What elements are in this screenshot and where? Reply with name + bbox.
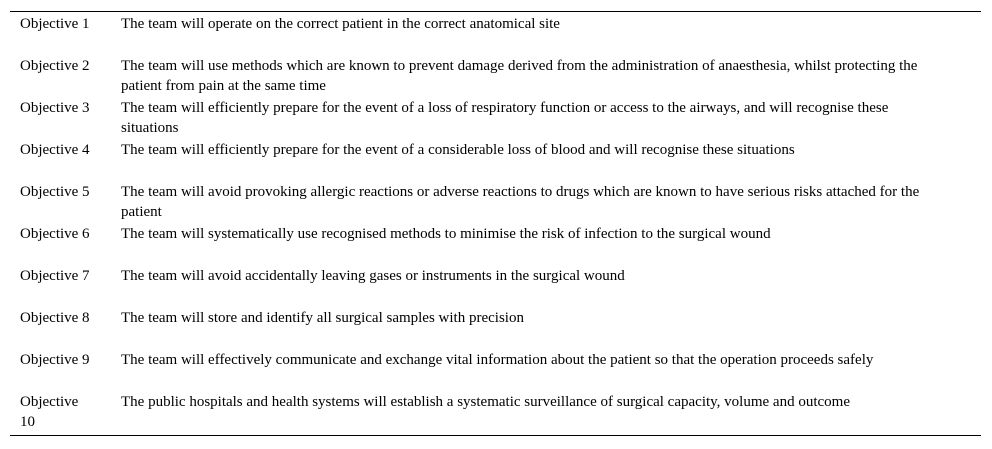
objective-text-cell: [121, 182, 981, 224]
objective-label-cell: [10, 98, 121, 140]
objective-text: The team will avoid accidentally leaving gases or instruments in the surgical wound: [121, 268, 625, 284]
objective-label: Objective 5: [20, 184, 90, 200]
objective-text-cell: [121, 224, 981, 266]
objective-label-cell: [10, 140, 121, 182]
objective-text-cell: [121, 12, 981, 56]
objective-label: Objective 9: [20, 352, 90, 368]
objective-text: The team will use methods which are known to prevent damage derived from the administration of anaesthesia, whilst protecting the patient from pain at the same time: [121, 58, 918, 94]
objective-label-cell: [10, 56, 121, 98]
objective-text-cell: [121, 350, 981, 392]
objective-text-cell: [121, 140, 981, 182]
table-row: [10, 350, 981, 392]
objective-text-cell: [121, 392, 981, 434]
objective-text-cell: [121, 308, 981, 350]
table-row: [10, 308, 981, 350]
objective-label-cell: [10, 392, 121, 434]
objective-text: The team will efficiently prepare for the event of a loss of respiratory function or access to the airways, and will recognise these situations: [121, 100, 889, 136]
objective-text-cell: [121, 266, 981, 308]
objective-text: The team will effectively communicate and exchange vital information about the patient so that the operation proceeds safely: [121, 352, 874, 368]
objective-text-cell: [121, 56, 981, 98]
objective-text: The team will store and identify all surgical samples with precision: [121, 310, 524, 326]
objectives-grid: [10, 12, 981, 434]
objective-text: The team will systematically use recognised methods to minimise the risk of infection to the surgical wound: [121, 226, 771, 242]
table-row: [10, 98, 981, 140]
objective-label-cell: [10, 266, 121, 308]
objectives-table: [10, 11, 981, 436]
objective-text: The public hospitals and health systems will establish a systematic surveillance of surgical capacity, volume and outcome: [121, 394, 850, 410]
objective-label: Objective 6: [20, 226, 90, 242]
table-row: [10, 224, 981, 266]
table-row: [10, 56, 981, 98]
objective-text: The team will efficiently prepare for the event of a considerable loss of blood and will recognise these situations: [121, 142, 795, 158]
objective-label-cell: [10, 182, 121, 224]
objective-label-cell: [10, 308, 121, 350]
objective-label-cell: [10, 12, 121, 56]
table-row: [10, 182, 981, 224]
objective-label: Objective 3: [20, 100, 90, 116]
objective-label: Objective 7: [20, 268, 90, 284]
table-row: [10, 266, 981, 308]
objective-label: Objective 2: [20, 58, 90, 74]
objective-label: Objective 4: [20, 142, 90, 158]
table-row: [10, 392, 981, 434]
objective-text: The team will avoid provoking allergic reactions or adverse reactions to drugs which are known to have serious risks attached for the patient: [121, 184, 920, 220]
objective-label-cell: [10, 224, 121, 266]
objective-label-cell: [10, 350, 121, 392]
table-row: [10, 12, 981, 56]
table-row: [10, 140, 981, 182]
objective-label: Objective 1: [20, 16, 90, 32]
objective-label: Objective 8: [20, 310, 90, 326]
objective-label: Objective 10: [20, 394, 79, 430]
objective-text-cell: [121, 98, 981, 140]
objective-text: The team will operate on the correct patient in the correct anatomical site: [121, 16, 560, 32]
